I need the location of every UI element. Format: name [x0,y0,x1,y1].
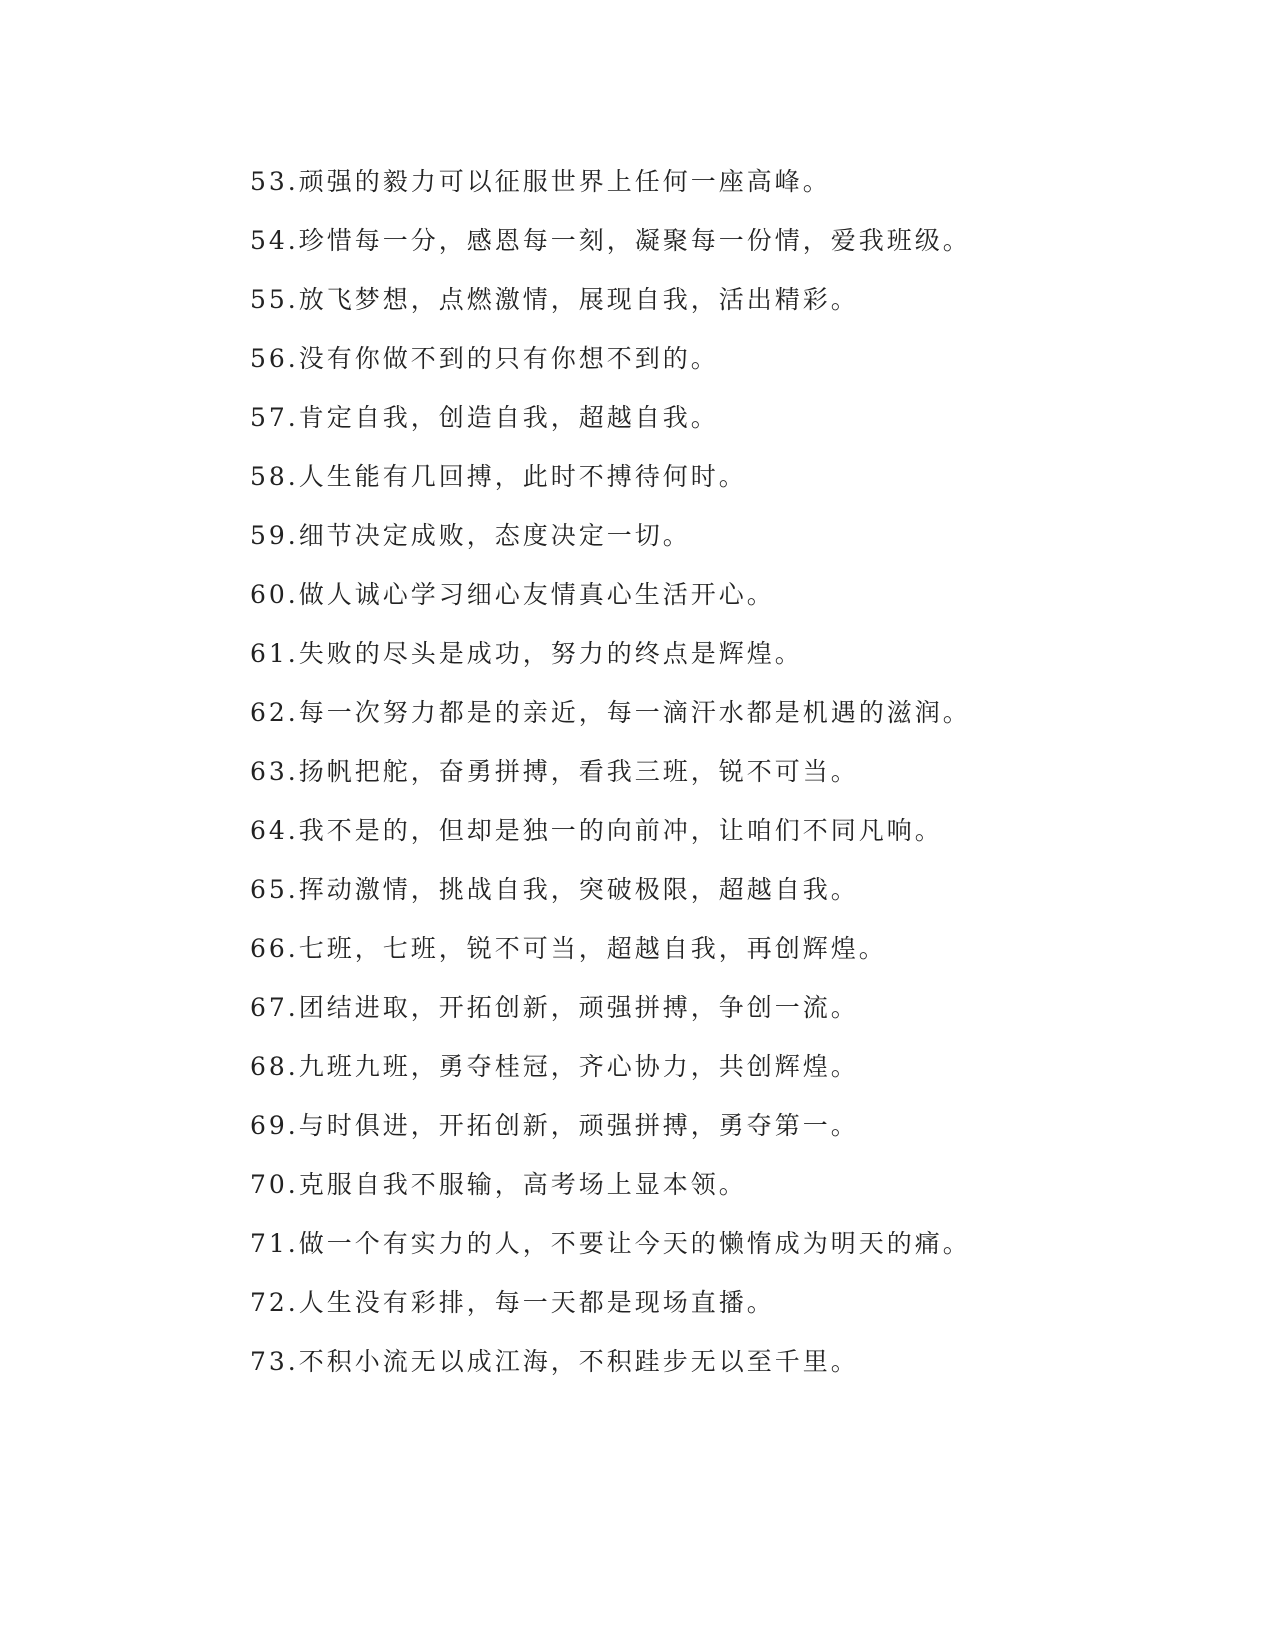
list-item: 59.细节决定成败，态度决定一切。 [250,521,691,550]
list-item: 57.肯定自我，创造自我，超越自我。 [250,403,719,432]
list-item: 67.团结进取，开拓创新，顽强拼搏，争创一流。 [250,993,859,1022]
list-item: 62.每一次努力都是的亲近，每一滴汗水都是机遇的滋润。 [250,698,971,727]
slogan-list [250,161,1150,1400]
list-item: 64.我不是的，但却是独一的向前冲，让咱们不同凡响。 [250,816,943,845]
list-item: 58.人生能有几回搏，此时不搏待何时。 [250,462,747,491]
list-item: 60.做人诚心学习细心友情真心生活开心。 [250,580,775,609]
list-item: 66.七班，七班，锐不可当，超越自我，再创辉煌。 [250,934,887,963]
list-item: 61.失败的尽头是成功，努力的终点是辉煌。 [250,639,803,668]
list-item: 54.珍惜每一分，感恩每一刻，凝聚每一份情，爱我班级。 [250,226,971,255]
list-item: 63.扬帆把舵，奋勇拼搏，看我三班，锐不可当。 [250,757,859,786]
list-item: 72.人生没有彩排，每一天都是现场直播。 [250,1288,775,1317]
list-item: 70.克服自我不服输，高考场上显本领。 [250,1170,747,1199]
list-item: 56.没有你做不到的只有你想不到的。 [250,344,719,373]
list-item: 71.做一个有实力的人，不要让今天的懒惰成为明天的痛。 [250,1229,971,1258]
list-item: 69.与时俱进，开拓创新，顽强拼搏，勇夺第一。 [250,1111,859,1140]
list-item: 53.顽强的毅力可以征服世界上任何一座高峰。 [250,167,831,196]
list-item: 68.九班九班，勇夺桂冠，齐心协力，共创辉煌。 [250,1052,859,1081]
list-item: 73.不积小流无以成江海，不积跬步无以至千里。 [250,1347,859,1376]
list-item: 55.放飞梦想，点燃激情，展现自我，活出精彩。 [250,285,859,314]
list-item: 65.挥动激情，挑战自我，突破极限，超越自我。 [250,875,859,904]
